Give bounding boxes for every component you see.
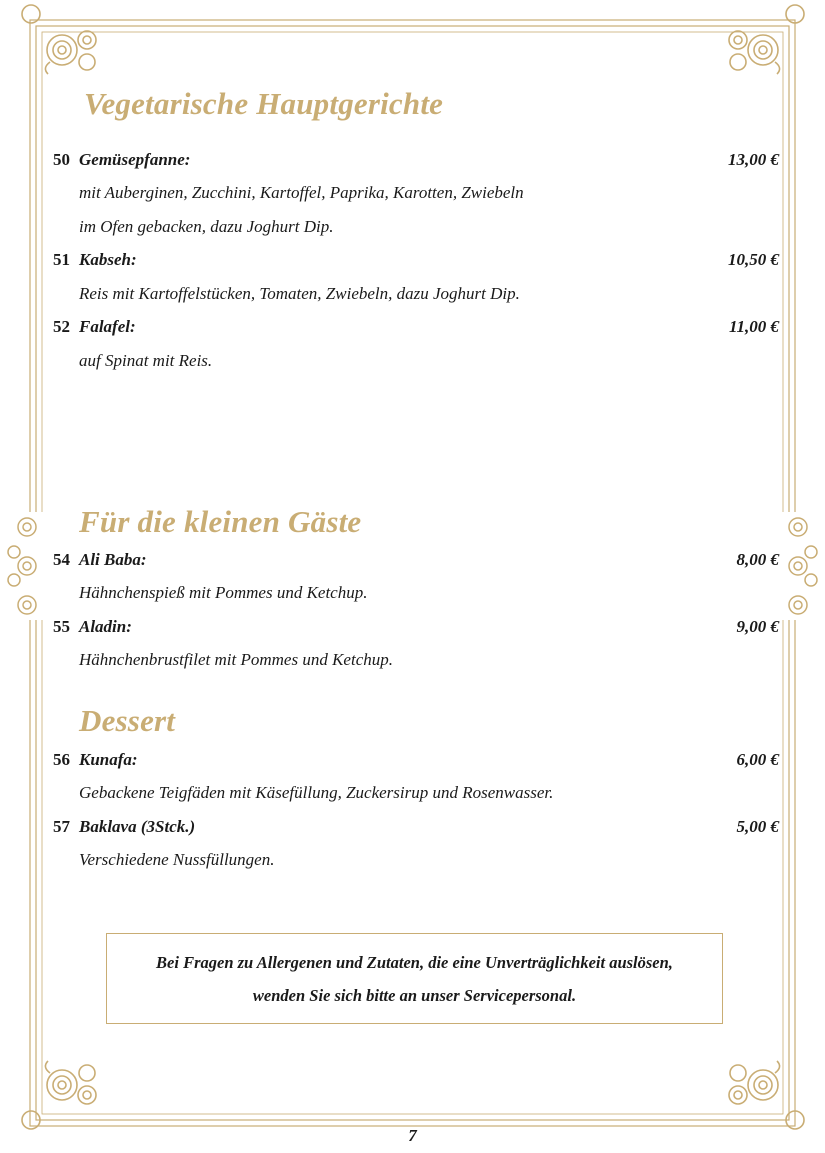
item-name: Gemüsepfanne:: [79, 150, 191, 169]
menu-item-52: [53, 314, 779, 340]
side-swirl-icon: [8, 512, 44, 620]
item-name: Aladin:: [79, 617, 132, 636]
item-description: Gebackene Teigfäden mit Käsefüllung, Zuckersirup und Rosenwasser.: [79, 783, 554, 802]
item-price: 9,00 €: [736, 617, 779, 636]
item-price: 11,00 €: [728, 317, 779, 336]
section-title-vegetarian: Vegetarische Hauptgerichte: [84, 86, 444, 121]
item-number: 50: [53, 150, 70, 169]
item-description: Verschiedene Nussfüllungen.: [79, 850, 275, 869]
notice-line-1: Bei Fragen zu Allergenen und Zutaten, die eine Unverträglichkeit auslösen,: [156, 953, 673, 972]
menu-item-55: [53, 614, 779, 640]
item-description: Reis mit Kartoffelstücken, Tomaten, Zwiebeln, dazu Joghurt Dip.: [79, 284, 520, 303]
item-name: Kabseh:: [79, 250, 137, 269]
side-swirl-icon: [781, 512, 817, 620]
item-price: 8,00 €: [736, 550, 779, 569]
item-price: 6,00 €: [736, 750, 779, 769]
item-description: mit Auberginen, Zucchini, Kartoffel, Paprika, Karotten, Zwiebeln: [79, 183, 524, 202]
section-title-dessert: Dessert: [79, 703, 176, 738]
item-price: 5,00 €: [736, 817, 779, 836]
item-price: 13,00 €: [728, 150, 779, 169]
item-number: 57: [53, 817, 70, 836]
item-price: 10,50 €: [728, 250, 779, 269]
allergen-notice-box: [106, 933, 723, 1024]
item-name: Kunafa:: [79, 750, 138, 769]
item-description: auf Spinat mit Reis.: [79, 351, 213, 370]
menu-item-54: [53, 547, 779, 573]
notice-line-2: wenden Sie sich bitte an unser Servicepersonal.: [252, 986, 577, 1005]
corner-swirl-icon: [729, 1061, 804, 1129]
item-description: Hähnchenspieß mit Pommes und Ketchup.: [79, 583, 368, 602]
item-number: 55: [53, 617, 70, 636]
page-number: 7: [408, 1126, 417, 1145]
menu-item-56: [53, 747, 779, 773]
item-name: Ali Baba:: [79, 550, 147, 569]
item-number: 56: [53, 750, 70, 769]
item-number: 52: [53, 317, 70, 336]
menu-item-50: [53, 147, 779, 173]
item-number: 54: [53, 550, 70, 569]
section-title-kids: Für die kleinen Gäste: [79, 504, 362, 539]
item-name: Baklava (3Stck.): [79, 817, 196, 836]
corner-swirl-icon: [22, 5, 96, 74]
item-description: Hähnchenbrustfilet mit Pommes und Ketchup.: [79, 650, 393, 669]
item-number: 51: [53, 250, 70, 269]
menu-item-51: [53, 247, 779, 273]
item-description: im Ofen gebacken, dazu Joghurt Dip.: [79, 217, 334, 236]
item-name: Falafel:: [79, 317, 136, 336]
corner-swirl-icon: [22, 1061, 96, 1129]
menu-item-57: [53, 814, 779, 840]
corner-swirl-icon: [729, 5, 804, 74]
